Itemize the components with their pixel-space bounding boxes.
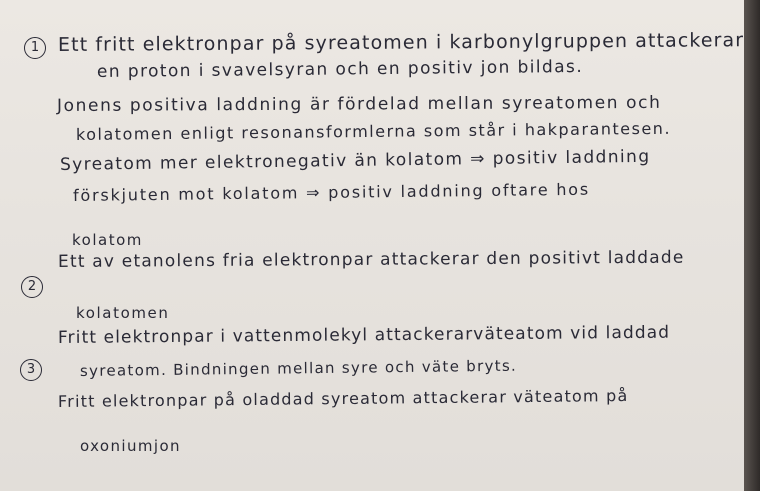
text-line: kolatomen enligt resonansformlerna som står i hakparantesen. <box>75 118 672 144</box>
page-edge-shadow <box>744 0 760 491</box>
text-line: Ett fritt elektronpar på syreatomen i karbonylgruppen attackerar <box>57 29 744 56</box>
text-line: Ett av etanolens fria elektronpar attackerar den positivt laddade <box>57 247 685 272</box>
text-line: Syreatom mer elektronegativ än kolatom ⇒ positiv laddning <box>59 146 651 175</box>
step-number-2: 2 <box>21 276 43 298</box>
text-line: Jonens positiva laddning är fördelad mellan syreatomen och <box>56 92 662 116</box>
text-line: kolatomen <box>76 304 170 322</box>
text-line: en proton i svavelsyran och en positiv jon bildas. <box>96 56 584 82</box>
text-line: kolatom <box>72 231 143 249</box>
step-number-1: 1 <box>24 37 46 59</box>
text-line: förskjuten mot kolatom ⇒ positiv laddning oftare hos <box>72 179 591 205</box>
text-line: syreatom. Bindningen mellan syre och väte bryts. <box>79 356 518 380</box>
text-line: Fritt elektronpar på oladdad syreatom attackerar väteatom på <box>57 386 629 411</box>
step-number-3: 3 <box>20 359 42 381</box>
text-line: Fritt elektronpar i vattenmolekyl attackerarväteatom vid laddad <box>57 322 671 348</box>
text-line: oxoniumjon <box>80 437 181 455</box>
